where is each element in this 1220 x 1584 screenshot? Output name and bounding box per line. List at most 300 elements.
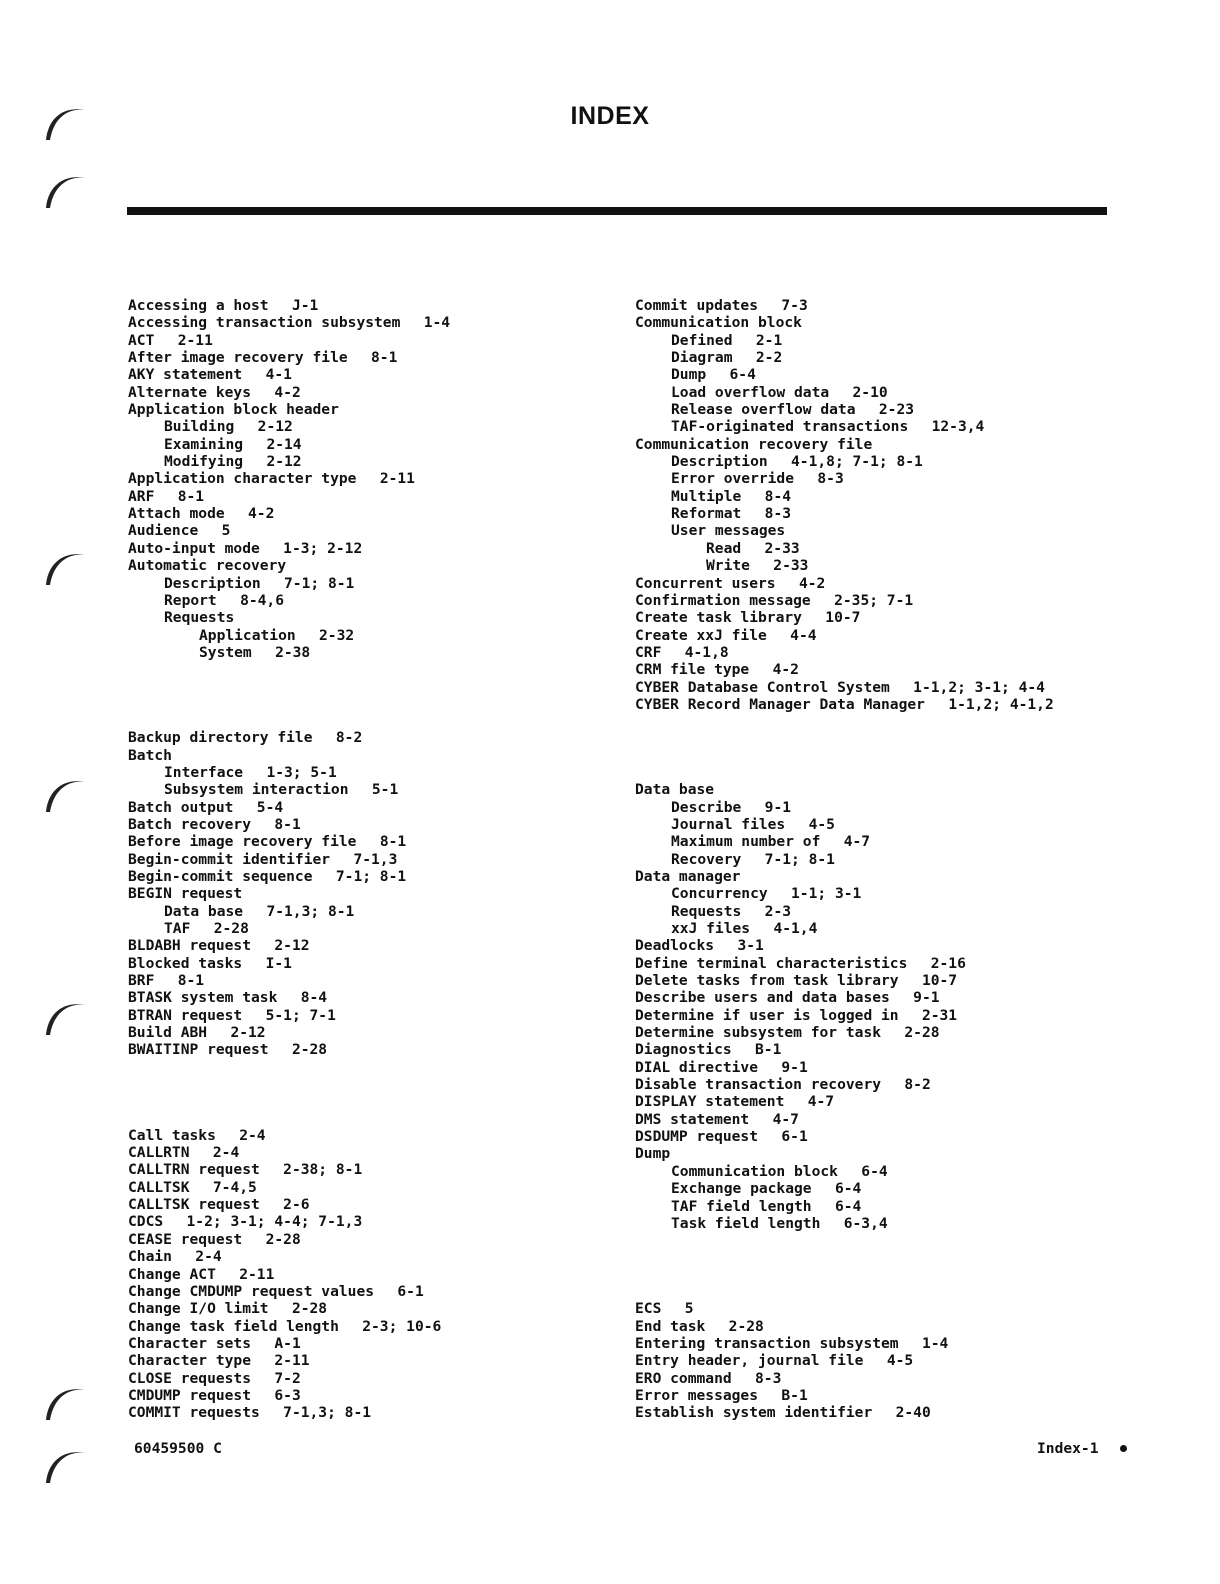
- index-term: BRF: [128, 972, 155, 990]
- index-page-refs: 1-1,2; 3-1; 4-4: [913, 678, 1045, 696]
- index-term: Reformat: [671, 505, 742, 523]
- index-page-refs: 2-4: [212, 1144, 240, 1162]
- index-entry: [128, 575, 598, 592]
- index-page-refs: 2-28: [904, 1024, 940, 1042]
- binder-hole-mark: [40, 1380, 88, 1424]
- index-page-refs: 8-1: [371, 349, 398, 367]
- index-term: Entering transaction subsystem: [635, 1334, 899, 1352]
- index-term: Accessing transaction subsystem: [128, 314, 401, 332]
- index-term: Determine if user is logged in: [635, 1006, 899, 1024]
- index-entry: [635, 540, 1105, 557]
- index-entry: [635, 1370, 1105, 1387]
- index-page-refs: 2-28: [213, 920, 249, 937]
- index-entry: [128, 1370, 598, 1387]
- group-gap: [128, 1059, 598, 1127]
- index-term: TAF-originated transactions: [671, 418, 909, 436]
- index-term: CEASE request: [128, 1230, 243, 1248]
- index-page-refs: 2-32: [319, 626, 355, 644]
- index-term: Modifying: [164, 453, 244, 471]
- index-entry: [128, 453, 598, 470]
- index-term: Diagram: [671, 349, 733, 367]
- index-page-refs: 8-4: [300, 989, 328, 1007]
- index-page-refs: 1-2; 3-1; 4-4; 7-1,3: [186, 1213, 363, 1231]
- index-entry: [128, 609, 598, 626]
- index-term: Requests: [671, 902, 742, 920]
- index-page-refs: 1-3; 5-1: [266, 763, 337, 781]
- index-entry: [128, 436, 598, 453]
- index-entry: [635, 1387, 1105, 1404]
- index-term: CMDUMP request: [128, 1386, 252, 1404]
- index-page-refs: 6-4: [834, 1197, 862, 1215]
- binder-hole-mark: [40, 168, 88, 212]
- index-term: Backup directory file: [128, 729, 313, 747]
- index-page-refs: 7-2: [274, 1369, 301, 1387]
- index-entry: [128, 799, 598, 816]
- index-group: [128, 1127, 598, 1422]
- index-page-refs: 2-4: [195, 1248, 222, 1266]
- index-page-refs: 2-38: [275, 643, 311, 661]
- index-term: CYBER Database Control System: [635, 678, 890, 696]
- index-term: Disable transaction recovery: [635, 1076, 882, 1094]
- index-term: Character type: [128, 1352, 252, 1370]
- index-term: Error messages: [635, 1386, 759, 1404]
- index-page-refs: 2-11: [177, 331, 213, 349]
- index-term: Determine subsystem for task: [635, 1024, 882, 1042]
- index-entry: [128, 1300, 598, 1317]
- index-entry: [128, 557, 598, 574]
- index-page-refs: 8-4: [764, 487, 792, 505]
- index-entry: [128, 1318, 598, 1335]
- index-entry: [635, 1163, 1105, 1180]
- index-entry: [635, 1318, 1105, 1335]
- index-entry: [635, 696, 1105, 713]
- index-term: Build ABH: [128, 1024, 208, 1042]
- index-page-refs: 8-1: [177, 972, 205, 990]
- index-page-refs: 4-2: [772, 661, 799, 679]
- index-entry: [635, 366, 1105, 383]
- index-term: Communication block: [635, 314, 802, 332]
- index-page-refs: 3-1: [737, 937, 764, 955]
- index-entry: [635, 592, 1105, 609]
- group-gap: [128, 661, 598, 729]
- index-entry: [128, 920, 598, 937]
- index-entry: [635, 332, 1105, 349]
- index-term: CALLTSK request: [128, 1196, 260, 1214]
- index-page-refs: 6-3: [274, 1386, 301, 1404]
- index-page-refs: 2-16: [930, 954, 966, 972]
- index-entry: [635, 868, 1105, 885]
- index-entry: [128, 937, 598, 954]
- index-entry: [128, 522, 598, 539]
- index-entry: [635, 1041, 1105, 1058]
- index-term: CALLRTN: [128, 1144, 190, 1162]
- index-entry: [128, 1196, 598, 1213]
- index-entry: [128, 1352, 598, 1369]
- index-entry: [128, 540, 598, 557]
- index-page-refs: J-1: [291, 297, 319, 314]
- index-term: ACT: [128, 331, 155, 349]
- index-entry: [635, 470, 1105, 487]
- index-entry: [128, 314, 598, 331]
- index-page-refs: 8-2: [335, 729, 363, 747]
- index-entry: [635, 1180, 1105, 1197]
- index-page-refs: 2-28: [728, 1317, 764, 1335]
- index-page-refs: 5-1; 7-1: [265, 1006, 336, 1024]
- index-page-refs: 2-4: [239, 1126, 266, 1144]
- index-page-refs: 8-1: [274, 815, 301, 833]
- index-entry: [635, 1215, 1105, 1232]
- index-page-refs: 4-1,4: [773, 920, 818, 937]
- index-page-refs: 5: [221, 522, 231, 540]
- index-group: [635, 1300, 1105, 1421]
- index-page-refs: 2-38; 8-1: [283, 1161, 363, 1179]
- index-term: Batch: [128, 746, 172, 764]
- index-entry: [635, 1300, 1105, 1317]
- index-entry: [128, 1007, 598, 1024]
- index-page-refs: 2-2: [755, 349, 783, 367]
- index-page-refs: B-1: [755, 1041, 782, 1059]
- index-term: Communication recovery file: [635, 435, 873, 453]
- index-entry: [128, 1161, 598, 1178]
- index-term: COMMIT requests: [128, 1404, 260, 1422]
- index-page-refs: 4-2: [248, 505, 275, 523]
- index-term: ERO command: [635, 1369, 732, 1387]
- index-page-refs: 5-1: [371, 781, 399, 799]
- index-entry: [128, 1387, 598, 1404]
- index-entry: [128, 1335, 598, 1352]
- group-gap: [635, 713, 1105, 781]
- index-entry: [128, 488, 598, 505]
- index-entry: [635, 627, 1105, 644]
- index-term: BEGIN request: [128, 885, 243, 903]
- index-entry: [635, 1007, 1105, 1024]
- index-page-refs: 6-3,4: [843, 1214, 888, 1232]
- index-page-refs: 2-10: [852, 383, 888, 401]
- index-page-refs: 2-3: [764, 902, 792, 920]
- index-page-refs: 2-12: [266, 453, 302, 471]
- index-entry: [128, 989, 598, 1006]
- index-entry: [635, 833, 1105, 850]
- index-term: CALLTSK: [128, 1178, 190, 1196]
- index-page-refs: 6-1: [397, 1282, 424, 1300]
- index-entry: [128, 384, 598, 401]
- index-page-refs: 9-1: [781, 1058, 808, 1076]
- page-number: Index-1: [1037, 1440, 1099, 1457]
- index-page-refs: 6-1: [781, 1128, 808, 1146]
- index-term: Data manager: [635, 867, 741, 885]
- index-page-refs: 2-31: [921, 1006, 958, 1024]
- index-term: Interface: [164, 763, 244, 781]
- index-entry: [635, 522, 1105, 539]
- index-entry: [128, 1283, 598, 1300]
- index-page-refs: 2-28: [291, 1041, 328, 1059]
- index-page-refs: 6-4: [729, 366, 756, 384]
- title-rule: [127, 207, 1107, 215]
- index-term: Maximum number of: [671, 833, 821, 851]
- index-page-refs: 7-4,5: [212, 1178, 257, 1196]
- index-entry: [635, 816, 1105, 833]
- index-entry: [635, 937, 1105, 954]
- index-entry: [635, 1024, 1105, 1041]
- index-page-refs: 2-1: [755, 331, 783, 349]
- index-entry: [635, 418, 1105, 435]
- index-entry: [128, 781, 598, 798]
- index-entry: [635, 384, 1105, 401]
- index-page-refs: 12-3,4: [931, 418, 985, 436]
- index-entry: [128, 332, 598, 349]
- index-entry: [635, 1059, 1105, 1076]
- index-entry: [635, 1076, 1105, 1093]
- index-term: AKY statement: [128, 366, 243, 384]
- index-page-refs: 2-12: [274, 937, 310, 955]
- index-entry: [635, 920, 1105, 937]
- index-entry: [635, 885, 1105, 902]
- index-page-refs: 1-4: [423, 314, 451, 332]
- index-term: Requests: [164, 609, 235, 627]
- index-term: Communication block: [671, 1162, 838, 1180]
- index-term: Application: [199, 626, 296, 644]
- index-term: After image recovery file: [128, 349, 348, 367]
- index-entry: [635, 903, 1105, 920]
- index-term: Release overflow data: [671, 401, 856, 419]
- index-page-refs: 4-7: [772, 1110, 799, 1128]
- index-term: Create xxJ file: [635, 626, 767, 644]
- index-page-refs: 4-7: [807, 1093, 835, 1111]
- index-entry: [128, 1041, 598, 1058]
- index-entry: [128, 729, 598, 746]
- index-entry: [635, 644, 1105, 661]
- index-page-refs: 8-2: [904, 1076, 931, 1094]
- binder-hole-mark: [40, 1443, 88, 1487]
- index-entry: [635, 1093, 1105, 1110]
- index-term: Character sets: [128, 1334, 252, 1352]
- index-page-refs: 7-3: [781, 297, 808, 314]
- index-term: Attach mode: [128, 505, 225, 523]
- index-entry: [635, 505, 1105, 522]
- index-term: Automatic recovery: [128, 557, 287, 575]
- index-entry: [128, 297, 598, 314]
- index-term: Accessing a host: [128, 297, 269, 314]
- index-term: Read: [706, 539, 742, 557]
- index-group: [635, 297, 1105, 713]
- index-entry: [128, 1266, 598, 1283]
- index-term: Write: [706, 557, 750, 575]
- page-title: INDEX: [570, 102, 650, 130]
- index-column-left: [128, 297, 598, 1422]
- index-term: Exchange package: [671, 1180, 812, 1198]
- index-term: Dump: [635, 1145, 671, 1163]
- index-entry: [128, 401, 598, 418]
- index-term: BTASK system task: [128, 989, 278, 1007]
- index-page-refs: 6-4: [861, 1162, 888, 1180]
- index-page-refs: I-1: [265, 954, 292, 972]
- index-term: Auto-input mode: [128, 539, 260, 557]
- index-term: Subsystem interaction: [164, 781, 349, 799]
- index-term: Begin-commit identifier: [128, 850, 331, 868]
- index-entry: [128, 505, 598, 522]
- index-term: User messages: [671, 522, 786, 540]
- index-page-refs: 9-1: [913, 989, 940, 1007]
- index-entry: [635, 851, 1105, 868]
- binder-hole-mark: [40, 545, 88, 589]
- index-entry: [635, 1145, 1105, 1162]
- index-page-refs: 4-2: [274, 383, 301, 401]
- index-term: CRF: [635, 643, 662, 661]
- index-term: Chain: [128, 1248, 172, 1266]
- index-term: Change I/O limit: [128, 1300, 269, 1318]
- index-page-refs: A-1: [274, 1334, 301, 1352]
- index-page-refs: 2-33: [764, 539, 800, 557]
- index-group: [128, 729, 598, 1059]
- index-entry: [128, 868, 598, 885]
- index-entry: [128, 955, 598, 972]
- index-term: Error override: [671, 470, 795, 488]
- index-entry: [128, 349, 598, 366]
- index-term: CLOSE requests: [128, 1369, 252, 1387]
- index-entry: [635, 488, 1105, 505]
- index-entry: [635, 609, 1105, 626]
- document-number: 60459500 C: [134, 1440, 222, 1457]
- index-page-refs: 8-3: [755, 1369, 782, 1387]
- index-page-refs: 2-14: [266, 435, 302, 453]
- index-term: Blocked tasks: [128, 954, 243, 972]
- index-entry: [128, 627, 598, 644]
- index-page-refs: 2-12: [257, 418, 293, 436]
- index-column-right: [635, 297, 1105, 1422]
- index-page-refs: 4-2: [798, 574, 826, 592]
- index-page-refs: 1-3; 2-12: [283, 539, 363, 557]
- index-term: Before image recovery file: [128, 833, 357, 851]
- index-term: CRM file type: [635, 661, 750, 679]
- index-term: Recovery: [671, 850, 742, 868]
- index-page-refs: 2-11: [379, 470, 415, 488]
- index-term: Describe: [671, 798, 742, 816]
- index-entry: [128, 851, 598, 868]
- index-page-refs: 2-40: [895, 1404, 931, 1422]
- index-term: BLDABH request: [128, 937, 252, 955]
- index-term: Defined: [671, 331, 733, 349]
- binder-hole-mark: [40, 772, 88, 816]
- index-term: Call tasks: [128, 1126, 216, 1144]
- index-term: Begin-commit sequence: [128, 867, 313, 885]
- index-page-refs: 7-1; 8-1: [284, 574, 355, 592]
- index-page-refs: 9-1: [764, 798, 792, 816]
- index-page-refs: 2-3; 10-6: [362, 1317, 442, 1335]
- index-term: Concurrent users: [635, 574, 776, 592]
- index-entry: [128, 747, 598, 764]
- index-page-refs: 8-3: [764, 505, 792, 523]
- index-page-refs: 2-11: [239, 1265, 275, 1283]
- index-entry: [635, 679, 1105, 696]
- index-entry: [128, 903, 598, 920]
- index-page-refs: 2-12: [230, 1024, 266, 1042]
- index-entry: [635, 989, 1105, 1006]
- index-page-refs: 7-1; 8-1: [335, 867, 407, 885]
- index-entry: [128, 644, 598, 661]
- index-term: xxJ files: [671, 920, 751, 937]
- index-page-refs: 7-1,3; 8-1: [283, 1404, 372, 1422]
- index-group: [635, 781, 1105, 1232]
- index-entry: [635, 781, 1105, 798]
- index-page-refs: 1-4: [921, 1334, 949, 1352]
- index-entry: [635, 799, 1105, 816]
- index-term: Description: [671, 453, 768, 471]
- index-term: Delete tasks from task library: [635, 972, 899, 990]
- index-entry: [635, 661, 1105, 678]
- index-page-refs: 5-4: [256, 798, 284, 816]
- index-page-refs: 8-3: [817, 470, 844, 488]
- index-page-refs: 4-1,8: [684, 643, 729, 661]
- index-term: BTRAN request: [128, 1006, 243, 1024]
- index-entry: [128, 418, 598, 435]
- index-entry: [635, 972, 1105, 989]
- index-term: DIAL directive: [635, 1058, 759, 1076]
- index-term: End task: [635, 1317, 706, 1335]
- index-term: DMS statement: [635, 1110, 750, 1128]
- index-term: Audience: [128, 522, 199, 540]
- index-term: CYBER Record Manager Data Manager: [635, 695, 925, 713]
- index-term: System: [199, 643, 252, 661]
- index-page-refs: 2-11: [274, 1352, 310, 1370]
- index-term: Application block header: [128, 401, 339, 419]
- index-page-refs: 5: [684, 1300, 694, 1318]
- index-term: Examining: [164, 435, 244, 453]
- index-page-refs: 2-35; 7-1: [834, 591, 914, 609]
- index-page-refs: 2-6: [283, 1196, 310, 1214]
- index-term: CDCS: [128, 1213, 164, 1231]
- index-page-refs: 7-1,3; 8-1: [266, 902, 355, 920]
- index-entry: [128, 1213, 598, 1230]
- index-term: ECS: [635, 1300, 662, 1318]
- index-entry: [635, 1335, 1105, 1352]
- index-entry: [635, 314, 1105, 331]
- index-page-refs: 7-1; 8-1: [764, 850, 835, 868]
- index-term: Batch output: [128, 798, 234, 816]
- index-page-refs: 2-28: [265, 1230, 301, 1248]
- index-page-refs: 4-5: [808, 815, 835, 833]
- index-term: Establish system identifier: [635, 1404, 873, 1422]
- index-term: Concurrency: [671, 885, 768, 903]
- index-term: Dump: [671, 366, 707, 384]
- index-page-refs: 8-4,6: [240, 591, 285, 609]
- index-entry: [635, 557, 1105, 574]
- index-group: [128, 297, 598, 661]
- index-entry: [128, 1231, 598, 1248]
- index-term: CALLTRN request: [128, 1161, 260, 1179]
- index-entry: [635, 297, 1105, 314]
- index-page-refs: B-1: [781, 1386, 808, 1404]
- index-term: TAF: [164, 920, 191, 937]
- index-page-refs: 4-4: [790, 626, 817, 644]
- index-term: Describe users and data bases: [635, 989, 890, 1007]
- index-entry: [635, 1352, 1105, 1369]
- binder-hole-mark: [40, 995, 88, 1039]
- index-term: TAF field length: [671, 1197, 812, 1215]
- index-entry: [128, 833, 598, 850]
- index-entry: [128, 470, 598, 487]
- index-page-refs: 8-1: [379, 833, 407, 851]
- index-page-refs: 10-7: [825, 609, 861, 627]
- index-term: Deadlocks: [635, 937, 715, 955]
- index-term: Create task library: [635, 609, 802, 627]
- index-term: DSDUMP request: [635, 1128, 759, 1146]
- index-page-refs: 7-1,3: [353, 850, 398, 868]
- index-term: Task field length: [671, 1214, 821, 1232]
- index-entry: [128, 972, 598, 989]
- index-entry: [128, 1404, 598, 1421]
- index-entry: [635, 1404, 1105, 1421]
- index-page-refs: 2-28: [291, 1300, 328, 1318]
